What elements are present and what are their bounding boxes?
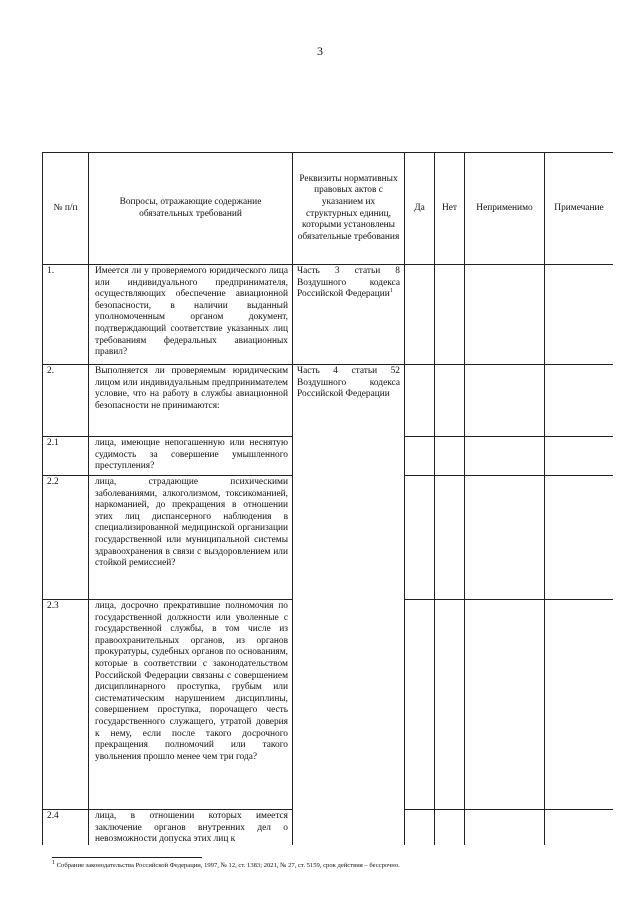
- cell-not-applicable[interactable]: [465, 476, 545, 600]
- checklist-table-container: [42, 152, 613, 845]
- header-num: № п/п: [43, 153, 89, 265]
- header-no: Нет: [435, 153, 465, 265]
- cell-yes[interactable]: [405, 810, 435, 846]
- header-requisites: Реквизиты нормативных правовых актов с указанием их структурных единиц, которыми установлены обязательные требования: [293, 153, 405, 265]
- cell-not-applicable[interactable]: [465, 600, 545, 810]
- row-question: лица, страдающие психическими заболеваниями, алкоголизмом, токсикоманией, наркоманией, до прекращения в отношении этих лиц диспансерного наблюдения в специализированной медицинской организации государственной или муниципальной системы здравоохранения в связи с выздоровлением или стойкой ремиссией?: [89, 476, 293, 600]
- header-not-applicable: Неприменимо: [465, 153, 545, 265]
- footnote-divider: [52, 857, 202, 858]
- header-yes: Да: [405, 153, 435, 265]
- footnote-text: Собрание законодательства Российской Федерации, 1997, № 12, ст. 1383; 2021, № 27, ст. 5159, срок действия – бессрочно.: [56, 862, 400, 869]
- row-question: лица, имеющие непогашенную или неснятую судимость за совершение умышленного преступления?: [89, 437, 293, 476]
- table-row: [43, 365, 614, 437]
- row-number: 2.: [43, 365, 89, 437]
- cell-no[interactable]: [435, 600, 465, 810]
- cell-not-applicable[interactable]: [465, 437, 545, 476]
- row-question: Выполняется ли проверяемым юридическим лицом или индивидуальным предпринимателем условие, что на работу в службы авиационной безопасности не принимаются:: [89, 365, 293, 437]
- header-note: Примечание: [545, 153, 614, 265]
- cell-note[interactable]: [545, 476, 614, 600]
- row-question: лица, в отношении которых имеется заключение органов внутренних дел о невозможности допуска этих лиц к: [89, 810, 293, 846]
- cell-note[interactable]: [545, 437, 614, 476]
- cell-no[interactable]: [435, 810, 465, 846]
- row-question: лица, досрочно прекратившие полномочия по государственной должности или уволенные с государственной службы, в том числе из правоохранительных органов, из органов прокуратуры, судебных органов по основаниям, которые в соответствии с законодательством Российской Федерации связаны с совершением дисциплинарного проступка, грубым или систематическим нарушением дисциплины, совершением проступка, порочащего честь государственного служащего, утратой доверия к нему, если после такого досрочного прекращения полномочий или такого увольнения прошло менее чем три года?: [89, 600, 293, 810]
- cell-yes[interactable]: [405, 476, 435, 600]
- row-number: 2.2: [43, 476, 89, 600]
- footnote: [52, 859, 612, 870]
- cell-yes[interactable]: [405, 265, 435, 365]
- table-row: [43, 265, 614, 365]
- row-number: 2.3: [43, 600, 89, 810]
- page-number: 3: [317, 44, 323, 58]
- cell-no[interactable]: [435, 365, 465, 437]
- header-questions: Вопросы, отражающие содержание обязательных требований: [89, 153, 293, 265]
- row-requisites: [293, 265, 405, 365]
- cell-yes[interactable]: [405, 437, 435, 476]
- row-question: Имеется ли у проверяемого юридического лица или индивидуального предпринимателя, осуществляющих обеспечение авиационной безопасности, в наличии выданный уполномоченным органом документ, подтверждающий соответствие указанных лиц требованиям федеральных авиационных правил?: [89, 265, 293, 365]
- requisites-text: Часть 3 статьи 8 Воздушного кодекса Российской Федерации: [297, 266, 400, 300]
- cell-note[interactable]: [545, 600, 614, 810]
- cell-note[interactable]: [545, 265, 614, 365]
- cell-yes[interactable]: [405, 365, 435, 437]
- cell-no[interactable]: [435, 437, 465, 476]
- cell-no[interactable]: [435, 265, 465, 365]
- cell-note[interactable]: [545, 810, 614, 846]
- footnote-number: 1: [52, 859, 55, 866]
- row-number: 1.: [43, 265, 89, 365]
- cell-no[interactable]: [435, 476, 465, 600]
- row-number: 2.1: [43, 437, 89, 476]
- cell-not-applicable[interactable]: [465, 265, 545, 365]
- checklist-table: [42, 152, 613, 845]
- cell-yes[interactable]: [405, 600, 435, 810]
- row-number: 2.4: [43, 810, 89, 846]
- cell-not-applicable[interactable]: [465, 365, 545, 437]
- cell-note[interactable]: [545, 365, 614, 437]
- footnote-mark: 1: [389, 288, 393, 295]
- row-requisites: Часть 4 статьи 52 Воздушного кодекса Российской Федерации: [293, 365, 405, 846]
- cell-not-applicable[interactable]: [465, 810, 545, 846]
- table-header-row: [43, 153, 614, 265]
